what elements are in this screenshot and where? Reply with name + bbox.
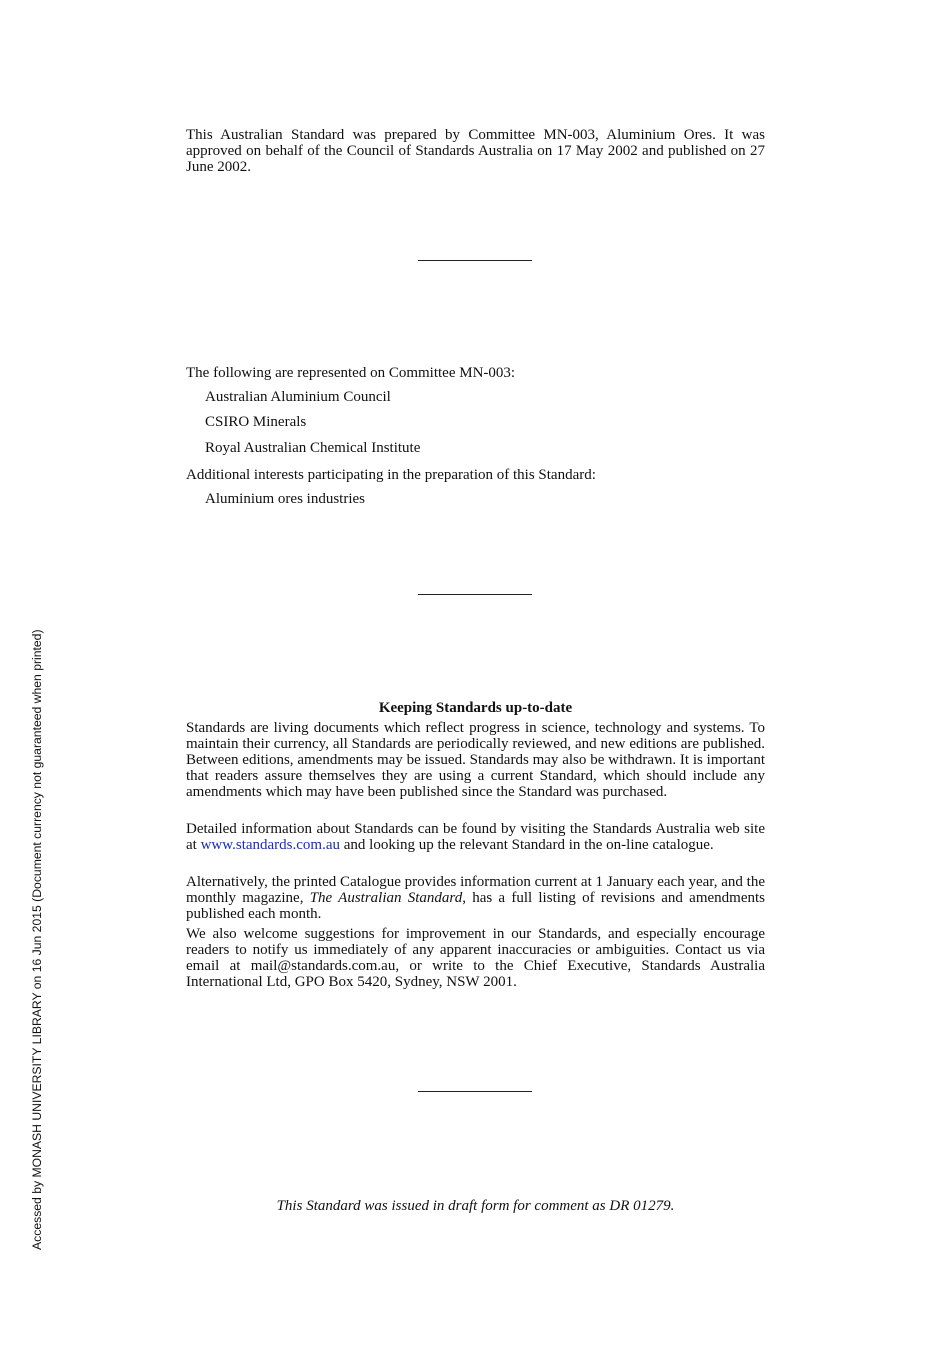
keeping-paragraph-1: Standards are living documents which reflect progress in science, technology and systems. To maintain their currency, all Standards are periodically reviewed, and new editions are published. Between editions, amendments may be issued. Standards may also be withdrawn. It is important that readers assure themselves they are using a current Standard, which should include any amendments which may have been published since the Standard was purchased. xyxy=(186,720,765,800)
committee-member: Royal Australian Chemical Institute xyxy=(205,440,421,456)
access-note: Accessed by MONASH UNIVERSITY LIBRARY on 16 Jun 2015 (Document currency not guaranteed when printed) xyxy=(30,629,44,1250)
preparation-note: This Australian Standard was prepared by Committee MN-003, Aluminium Ores. It was approved on behalf of the Council of Standards Australia on 17 May 2002 and published on 27 June 2002. xyxy=(186,127,765,175)
additional-interests-intro: Additional interests participating in the preparation of this Standard: xyxy=(186,467,596,483)
keeping-heading: Keeping Standards up-to-date xyxy=(378,700,573,716)
divider-rule xyxy=(418,594,532,595)
draft-note: This Standard was issued in draft form for comment as DR 01279. xyxy=(276,1198,675,1214)
paragraph-text: and looking up the relevant Standard in the on-line catalogue. xyxy=(340,837,714,853)
keeping-paragraph-3 xyxy=(186,874,765,922)
paragraph-text: , has a full listing of revisions and amendments published each month. xyxy=(186,890,765,922)
paragraph-text: Detailed information about Standards can be found by visiting the Standards Australia web site at xyxy=(186,821,765,853)
divider-rule xyxy=(418,1091,532,1092)
standards-website-link[interactable]: www.standards.com.au xyxy=(200,837,340,853)
keeping-paragraph-2 xyxy=(186,821,765,853)
divider-rule xyxy=(418,260,532,261)
paragraph-text: Alternatively, the printed Catalogue provides information current at 1 January each year, and the monthly magazine, xyxy=(186,874,765,906)
magazine-title: The Australian Standard xyxy=(309,890,463,906)
committee-intro: The following are represented on Committee MN-003: xyxy=(186,365,516,381)
keeping-paragraph-4: We also welcome suggestions for improvement in our Standards, and especially encourage readers to notify us immediately of any apparent inaccuracies or ambiguities. Contact us via email at mail@standards.com.au, or write to the Chief Executive, Standards Australia International Ltd, GPO Box 5420, Sydney, NSW 2001. xyxy=(186,926,765,990)
additional-interest-item: Aluminium ores industries xyxy=(205,491,365,507)
committee-member: Australian Aluminium Council xyxy=(205,389,391,405)
committee-member: CSIRO Minerals xyxy=(205,414,307,430)
